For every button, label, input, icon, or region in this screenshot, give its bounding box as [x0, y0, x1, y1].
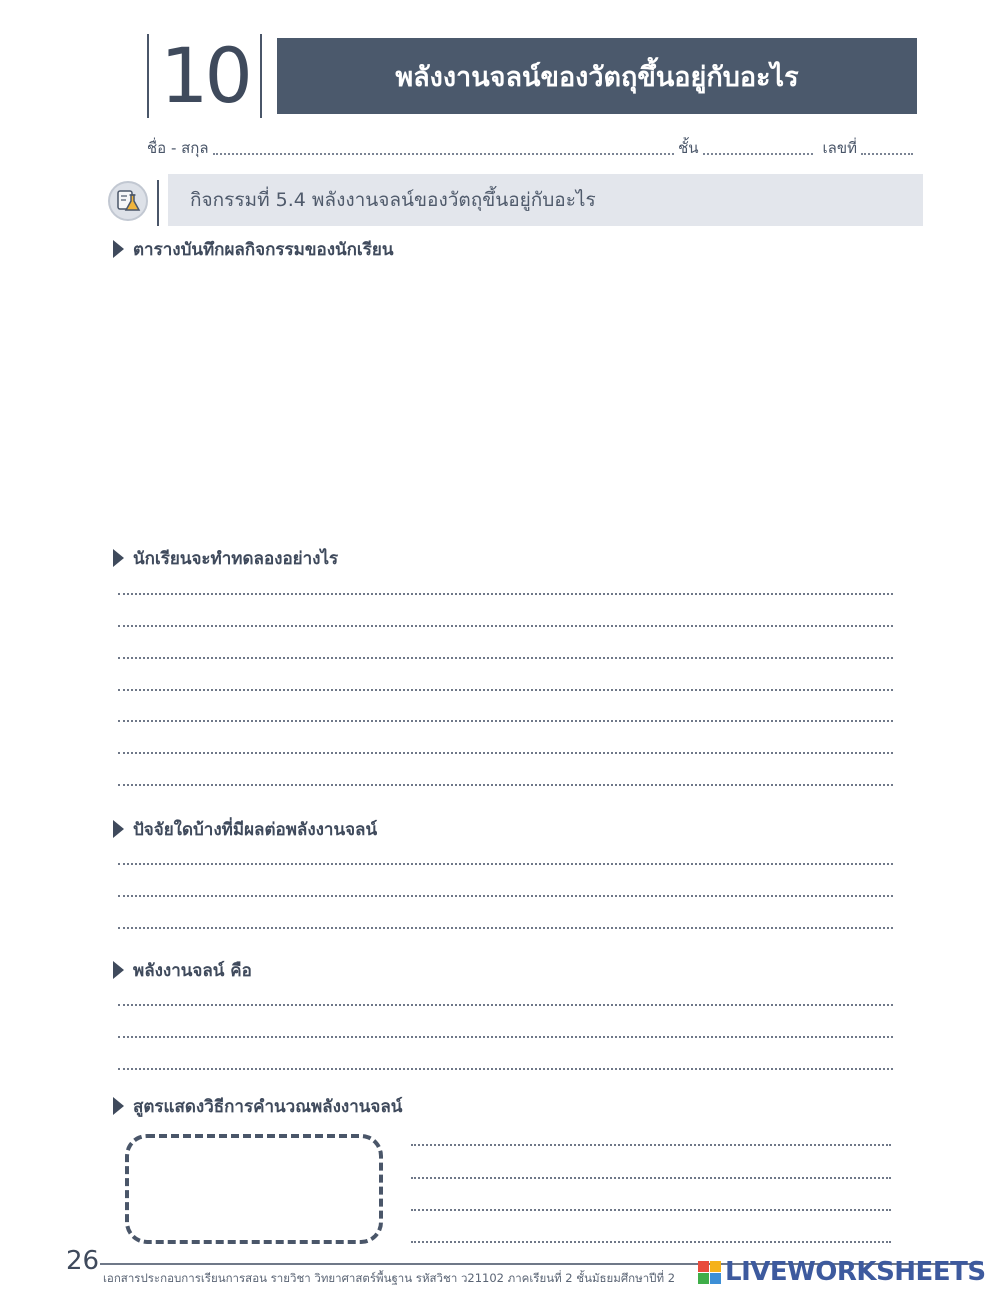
answer-line[interactable]	[411, 1177, 891, 1179]
activity-title: กิจกรรมที่ 5.4 พลังงานจลน์ของวัตถุขึ้นอยู่กับอะไร	[190, 189, 596, 211]
section-experiment-method	[113, 545, 338, 571]
number-field[interactable]	[861, 152, 913, 155]
lesson-number: 10	[160, 31, 249, 120]
formula-answer-box[interactable]	[125, 1134, 383, 1244]
student-info-line	[147, 134, 917, 160]
answer-line[interactable]	[118, 1004, 893, 1006]
answer-line[interactable]	[118, 784, 893, 786]
liveworksheets-wordmark: LIVEWORKSHEETS	[725, 1257, 986, 1287]
title-banner	[277, 38, 917, 114]
lesson-number-box	[147, 31, 262, 120]
triangle-bullet-icon	[113, 820, 124, 838]
section-record-table	[113, 236, 393, 262]
section-factors-label: ปัจจัยใดบ้างที่มีผลต่อพลังงานจลน์	[133, 819, 378, 840]
name-label: ชื่อ - สกุล	[147, 139, 209, 157]
activity-divider	[157, 180, 159, 226]
answer-line[interactable]	[118, 593, 893, 595]
answer-line[interactable]	[118, 752, 893, 754]
grade-field[interactable]	[703, 152, 813, 155]
answer-line[interactable]	[118, 863, 893, 865]
section-formula-label: สูตรแสดงวิธีการคำนวณพลังงานจลน์	[133, 1096, 403, 1117]
number-label: เลขที่	[822, 139, 857, 157]
answer-line[interactable]	[411, 1209, 891, 1211]
liveworksheets-logo	[698, 1257, 986, 1287]
grade-label: ชั้น	[678, 139, 699, 157]
answer-line[interactable]	[411, 1144, 891, 1146]
section-experiment-method-label: นักเรียนจะทำทดลองอย่างไร	[133, 548, 339, 569]
name-field[interactable]	[213, 152, 675, 155]
answer-line[interactable]	[411, 1241, 891, 1243]
answer-line[interactable]	[118, 927, 893, 929]
science-experiment-icon	[108, 181, 148, 221]
answer-line[interactable]	[118, 1068, 893, 1070]
answer-line[interactable]	[118, 895, 893, 897]
answer-line[interactable]	[118, 625, 893, 627]
liveworksheets-icon	[698, 1261, 721, 1284]
page-title: พลังงานจลน์ของวัตถุขึ้นอยู่กับอะไร	[395, 61, 799, 93]
triangle-bullet-icon	[113, 1097, 124, 1115]
page-number: 26	[66, 1246, 100, 1276]
answer-line[interactable]	[118, 689, 893, 691]
section-definition	[113, 957, 252, 983]
section-record-table-label: ตารางบันทึกผลกิจกรรมของนักเรียน	[133, 239, 394, 260]
triangle-bullet-icon	[113, 240, 124, 258]
triangle-bullet-icon	[113, 549, 124, 567]
section-definition-label: พลังงานจลน์ คือ	[133, 960, 252, 981]
triangle-bullet-icon	[113, 961, 124, 979]
section-formula	[113, 1093, 402, 1119]
answer-line[interactable]	[118, 720, 893, 722]
section-factors	[113, 816, 377, 842]
footer-text: เอกสารประกอบการเรียนการสอน รายวิชา วิทยาศาสตร์พื้นฐาน รหัสวิชา ว21102 ภาคเรียนที่ 2 ชั้นมัธยมศึกษาปีที่ 2	[103, 1271, 676, 1285]
answer-line[interactable]	[118, 657, 893, 659]
answer-line[interactable]	[118, 1036, 893, 1038]
activity-banner	[168, 174, 923, 226]
